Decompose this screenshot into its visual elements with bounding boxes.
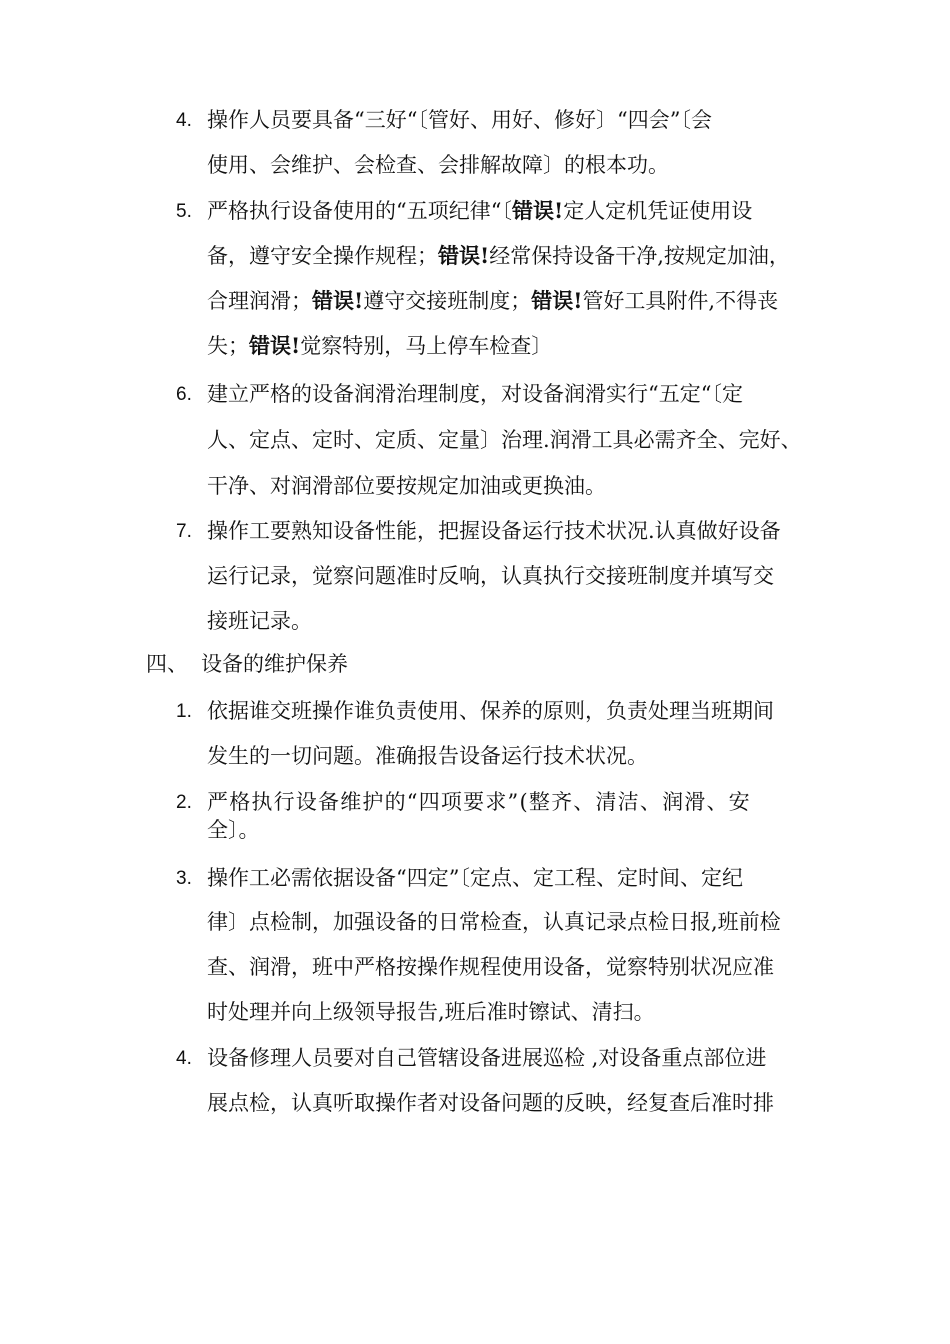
list-number: 4. (176, 1048, 192, 1069)
list-item-line: 严格执行设备使用的“五项纪律“〔错误!定人定机凭证使用设 (207, 198, 753, 223)
list-number: 2. (176, 792, 192, 813)
list-item-line: 接班记录。 (207, 609, 312, 633)
error-marker: 错误! (312, 288, 364, 313)
list-item-line: 建立严格的设备润滑治理制度，对设备润滑实行“五定“〔定 (207, 382, 743, 406)
list-number: 1. (176, 701, 192, 722)
error-marker: 错误! (249, 333, 301, 358)
list-number: 3. (176, 868, 192, 889)
section-heading: 设备的维护保养 (201, 652, 348, 676)
error-marker: 错误! (438, 243, 490, 268)
list-item-line: 操作工要熟知设备性能，把握设备运行技术状况.认真做好设备 (207, 519, 781, 543)
section-number: 四、 (146, 652, 188, 676)
list-item-line: 备，遵守安全操作规程；错误!经常保持设备干净,按规定加油， (207, 243, 790, 268)
list-number: 5. (176, 201, 192, 222)
list-item-line: 依据谁交班操作谁负责使用、保养的原则，负责处理当班期间 (207, 699, 774, 723)
list-item-line: 律〕点检制，加强设备的日常检查，认真记录点检日报,班前检 (207, 910, 781, 934)
list-item-line: 时处理并向上级领导报告,班后准时镲试、清扫。 (207, 1000, 655, 1024)
list-item-line: 使用、会维护、会检查、会排解故障〕的根本功。 (207, 153, 669, 177)
error-marker: 错误! (511, 198, 564, 223)
list-item-line: 失；错误!觉察特别，马上停车检查〕 (207, 333, 553, 358)
list-item-line: 设备修理人员要对自己管辖设备进展巡检 ,对设备重点部位进 (207, 1046, 767, 1070)
list-item-line: 查、润滑，班中严格按操作规程使用设备，觉察特别状况应准 (207, 955, 774, 979)
list-number: 4. (176, 110, 192, 131)
list-item-line: 操作工必需依据设备“四定”〔定点、定工程、定时间、定纪 (207, 866, 743, 890)
list-item-line: 干净、对润滑部位要按规定加油或更换油。 (207, 474, 606, 498)
list-item-line: 操作人员要具备“三好“〔管好、用好、修好〕“四会”〔会 (207, 108, 712, 132)
list-item-line: 运行记录，觉察问题准时反响，认真执行交接班制度并填写交 (207, 564, 774, 588)
list-number: 7. (176, 521, 192, 542)
list-number: 6. (176, 384, 192, 405)
list-item-line: 发生的一切问题。准确报告设备运行技术状况。 (207, 744, 648, 768)
list-item-line: 严格执行设备维护的“四项要求”(整齐、清洁、润滑、安 (207, 790, 751, 814)
list-item-line: 全〕。 (207, 818, 260, 842)
list-item-line: 展点检，认真听取操作者对设备问题的反映，经复查后准时排 (207, 1091, 774, 1115)
error-marker: 错误! (531, 288, 583, 313)
list-item-line: 合理润滑；错误!遵守交接班制度；错误!管好工具附件,不得丧 (207, 288, 779, 313)
list-item-line: 人、定点、定时、定质、定量〕治理.润滑工具必需齐全、完好、 (207, 428, 802, 452)
